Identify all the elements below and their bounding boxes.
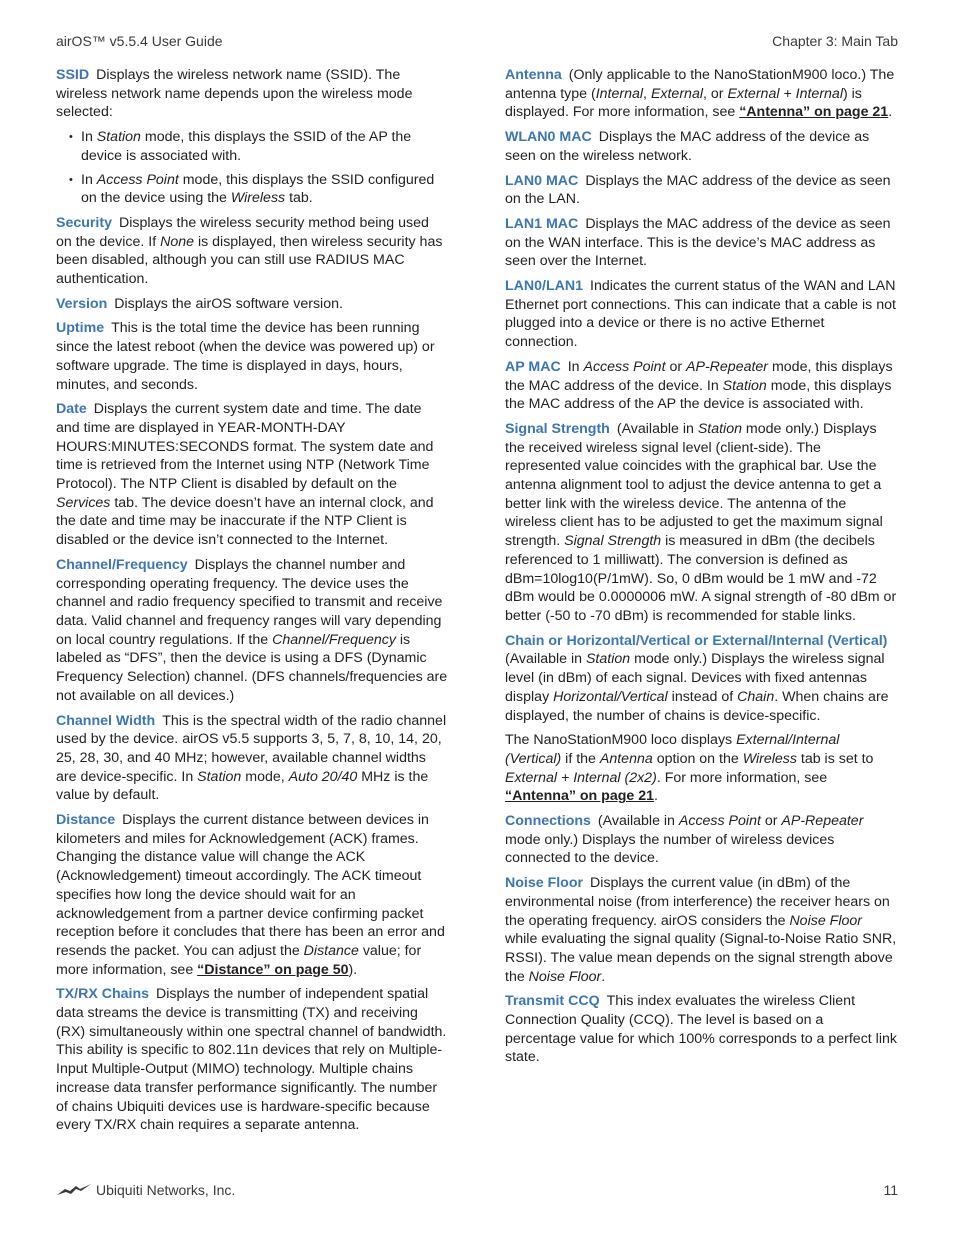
ubiquiti-logo-icon: [56, 1183, 92, 1197]
desc-text: In: [567, 358, 584, 375]
desc-text: mode only.) Displays the wireless signal level (in dBm) of each signal. Devices with fixed antennas display: [505, 651, 885, 705]
desc-text: instead of: [667, 688, 738, 705]
term-ap-mac: AP MAC: [505, 358, 561, 375]
term-security: Security: [56, 214, 112, 231]
desc-italic: Channel/Frequency: [272, 631, 396, 648]
desc-italic: Antenna: [599, 750, 653, 767]
desc-italic: Chain: [737, 688, 775, 705]
list-item: [56, 128, 448, 165]
desc-text: .: [888, 104, 893, 121]
desc-italic: Horizontal/Vertical: [553, 688, 668, 705]
term-noise-floor: Noise Floor: [505, 875, 584, 892]
header-chapter-title: Chapter 3: Main Tab: [772, 33, 898, 49]
left-column: [56, 66, 448, 1141]
desc-text: is measured in dBm (the decibels referenced to 1 milliwatt). The conversion is defined as dBm=10log10(P/1mW). So, 0 dBm would be 1 mW and -72 dBm would be 0.0000006 mW. A signal strength of -80 dBm or better (-50 to -70 dBm) is recommended for stable links.: [505, 533, 897, 624]
entry-chain: [505, 632, 897, 726]
list-item: [56, 171, 448, 208]
entry-channel-frequency: [56, 556, 448, 706]
desc-text: is labeled as “DFS”, then the device is using a DFS (Dynamic Frequency Selection) channel. (DFS channels/frequencies are not available on all devices.): [56, 631, 448, 704]
desc-italic: Station: [722, 377, 767, 394]
desc-text: Indicates the current status of the WAN and LAN Ethernet port connections. This can indicate that a cable is not plugged into a device or there is no active Ethernet connection.: [505, 278, 896, 351]
desc-ssid: Displays the wireless network name (SSID). The wireless network name depends upon the wireless mode selected:: [56, 67, 413, 121]
desc-text: mode only.) Displays the number of wireless devices connected to the device.: [505, 831, 835, 867]
bullet-text: mode, this displays the SSID of the AP the device is associated with.: [81, 129, 412, 164]
entry-txrx-chains: [56, 985, 448, 1135]
desc-text: (Available in: [505, 651, 586, 668]
term-distance: Distance: [56, 812, 116, 829]
desc-italic: Access Point: [678, 813, 761, 830]
desc-text: .: [654, 788, 658, 805]
desc-text: . For more information, see: [656, 769, 828, 786]
term-signal-strength: Signal Strength: [505, 420, 610, 437]
entry-connections: [505, 812, 897, 868]
bullet-text: In: [81, 171, 97, 188]
desc-italic: Station: [585, 651, 631, 668]
desc-text: (Available in: [597, 813, 679, 830]
entry-wlan0-mac: [505, 128, 897, 165]
desc-italic: External/Internal (Vertical): [505, 732, 840, 767]
desc-text: MHz is the value by default.: [56, 768, 429, 804]
desc-text: .: [601, 968, 606, 985]
desc-italic: Auto 20/40: [288, 768, 358, 785]
desc-text: This is the total time the device has been running since the latest reboot (when the device was powered up) or software upgrade. The time is displayed in days, hours, minutes, and seconds.: [56, 320, 435, 393]
bullet-text: mode, this displays the SSID configured on the device using the: [81, 171, 435, 207]
page-number: 11: [883, 1182, 898, 1198]
ssid-bullet-list: [56, 128, 448, 208]
entry-version: [56, 295, 448, 314]
term-channel-frequency: Channel/Frequency: [56, 556, 188, 573]
distance-page-link[interactable]: “Distance” on page 50: [197, 961, 349, 978]
desc-text: tab is set to: [796, 750, 874, 767]
desc-text: This is the spectral width of the radio channel used by the device. airOS v5.5 supports 3, 5, 7, 8, 10, 14, 20, 25, 28, 30, and 40 MHz; however, available channel widths are device-specific. In: [56, 712, 447, 785]
desc-italic: Internal: [595, 85, 644, 102]
antenna-page-link-2[interactable]: “Antenna” on page 21: [505, 788, 654, 805]
desc-text: or: [760, 813, 782, 830]
desc-text: (Only applicable to the NanoStationM900 loco.) The antenna type (: [505, 67, 895, 102]
term-channel-width: Channel Width: [56, 712, 156, 729]
desc-text: Displays the MAC address of the device as seen on the wireless network.: [505, 129, 870, 164]
desc-text: or: [665, 358, 687, 375]
entry-lan0-mac: [505, 172, 897, 209]
entry-distance: [56, 811, 448, 979]
desc-italic: None: [160, 233, 195, 250]
desc-text: Displays the MAC address of the device as seen on the WAN interface. This is the device’s MAC address as seen over the Internet.: [505, 215, 891, 270]
desc-italic: AP-Repeater: [686, 358, 769, 375]
bullet-text: tab.: [285, 190, 313, 207]
entry-lan0-lan1: [505, 277, 897, 352]
desc-text: tab. The device doesn’t have an internal clock, and the date and time may be inaccurate if the NTP Client is disabled or the device isn’t connected to the Internet.: [56, 494, 434, 549]
desc-text: ,: [643, 85, 651, 102]
desc-text: . When chains are displayed, the number of chains is device-specific.: [505, 688, 889, 724]
entry-ap-mac: [505, 358, 897, 414]
footer-company-name: Ubiquiti Networks, Inc.: [96, 1182, 236, 1198]
desc-text: Displays the number of independent spatial data streams the device is transmitting (TX) and receiving (RX) simultaneously within one spectral channel of bandwidth. This ability is specific to 802.11n devices that rely on Multiple-Input Multiple-Output (MIMO) technology. Multiple chains increase data transfer performance significantly. The number of chains Ubiquiti devices use is hardware-specific because every TX/RX chain requires a separate antenna.: [56, 986, 447, 1134]
entry-signal-strength: [505, 420, 897, 626]
desc-text: This index evaluates the wireless Client Connection Quality (CCQ). The level is based on a percentage value for which 100% corresponds to a perfect link state.: [505, 993, 897, 1066]
term-lan0-lan1: LAN0/LAN1: [505, 278, 584, 295]
desc-text: if the: [561, 750, 600, 767]
entry-antenna: [505, 66, 897, 122]
desc-text: option on the: [652, 750, 743, 767]
entry-lan1-mac: [505, 215, 897, 271]
bullet-italic: Access Point: [96, 171, 179, 188]
desc-italic: Noise Floor: [528, 968, 602, 985]
desc-text: mode,: [241, 768, 289, 785]
desc-text: mode, this displays the MAC address of the AP the device is associated with.: [505, 377, 892, 413]
desc-italic: Access Point: [583, 358, 666, 375]
desc-text: ).: [348, 961, 358, 978]
footer-company: [56, 1182, 235, 1198]
desc-text: value; for more information, see: [56, 942, 422, 978]
term-uptime: Uptime: [56, 320, 105, 337]
desc-text: Displays the MAC address of the device as seen on the LAN.: [505, 172, 891, 208]
desc-italic: Signal Strength: [564, 533, 662, 550]
term-wlan0-mac: WLAN0 MAC: [505, 129, 592, 146]
desc-text: Displays the current value (in dBm) of the environmental noise (from interference) the receiver hears on the operating frequency. airOS considers the: [505, 875, 890, 929]
term-txrx-chains: TX/RX Chains: [56, 986, 150, 1003]
desc-text: (Available in: [616, 420, 698, 437]
bullet-italic: Station: [96, 129, 141, 146]
desc-text: is displayed, then wireless security has been disabled, although you can still use RADIUS MAC authentication.: [56, 233, 443, 288]
header-guide-title: airOS™ v5.5.4 User Guide: [56, 33, 223, 49]
entry-date: [56, 400, 448, 550]
term-transmit-ccq: Transmit CCQ: [505, 993, 600, 1010]
desc-italic: External + Internal: [727, 85, 843, 102]
desc-text: ) is displayed. For more information, see: [505, 85, 862, 121]
desc-text: Displays the wireless security method being used on the device. If: [56, 214, 429, 250]
desc-text: mode only.) Displays the received wireless signal level (client-side). The represented value coincides with the graphical bar. Use the antenna alignment tool to adjust the device antenna to get a better link with the wireless device. The antenna of the wireless client has to be adjusted to get the maximum signal strength.: [505, 420, 883, 550]
term-lan0-mac: LAN0 MAC: [505, 172, 579, 189]
desc-italic: Wireless: [742, 750, 797, 767]
desc-italic: Distance: [303, 942, 359, 959]
desc-italic: External + Internal (2x2): [505, 769, 657, 786]
desc-text: while evaluating the signal quality (Signal-to-Noise Ratio SNR, RSSI). The value mean depends on the signal strength above the: [505, 931, 897, 985]
desc-italic: Noise Floor: [789, 912, 862, 929]
desc-italic: Station: [197, 768, 242, 785]
desc-italic: External: [650, 85, 703, 102]
entry-transmit-ccq: [505, 992, 897, 1067]
desc-italic: Station: [697, 420, 742, 437]
entry-nanostation-note: [505, 731, 897, 806]
right-column: [505, 66, 897, 1073]
desc-text: , or: [702, 85, 728, 102]
desc-text: Displays the current distance between devices in kilometers and miles for Acknowledgement (ACK) frames. Changing the distance value will change the ACK (Acknowledgement) timeout accordingly. The ACK timeout specifies how long the device should wait for an acknowledgement from a partner device confirming packet reception before it concludes that there has been an error and resends the packet. You can adjust the: [56, 812, 445, 959]
desc-text: Displays the current system date and time. The date and time are displayed in YEAR-MONTH-DAY HOURS:MINUTES:SECONDS format. The system date and time is retrieved from the Internet using NTP (Network Time Protocol). The NTP Client is disabled by default on the: [56, 401, 434, 493]
desc-text: The NanoStationM900 loco displays: [505, 732, 737, 749]
term-ssid: SSID: [56, 67, 90, 83]
entry-channel-width: [56, 712, 448, 806]
desc-text: Displays the channel number and corresponding operating frequency. The device uses the channel and radio frequency specified to transmit and receive data. Valid channel and frequency ranges will vary depending on local country regulations. If the: [56, 556, 443, 648]
term-lan1-mac: LAN1 MAC: [505, 215, 579, 232]
term-date: Date: [56, 401, 87, 418]
entry-security: [56, 214, 448, 289]
desc-text: mode, this displays the MAC address of the device. In: [505, 358, 893, 394]
desc-text: Displays the airOS software version.: [114, 295, 343, 312]
term-chain: Chain or Horizontal/Vertical or External/Internal (Vertical): [505, 632, 888, 649]
antenna-page-link[interactable]: “Antenna” on page 21: [739, 104, 889, 121]
term-version: Version: [56, 295, 108, 312]
desc-italic: AP-Repeater: [781, 813, 864, 830]
desc-italic: Services: [56, 494, 111, 511]
entry-ssid: [56, 66, 448, 122]
entry-uptime: [56, 319, 448, 394]
bullet-text: In: [81, 129, 97, 146]
term-connections: Connections: [505, 813, 591, 830]
bullet-italic: Wireless: [230, 190, 286, 207]
term-antenna: Antenna: [505, 67, 562, 83]
entry-noise-floor: [505, 874, 897, 986]
